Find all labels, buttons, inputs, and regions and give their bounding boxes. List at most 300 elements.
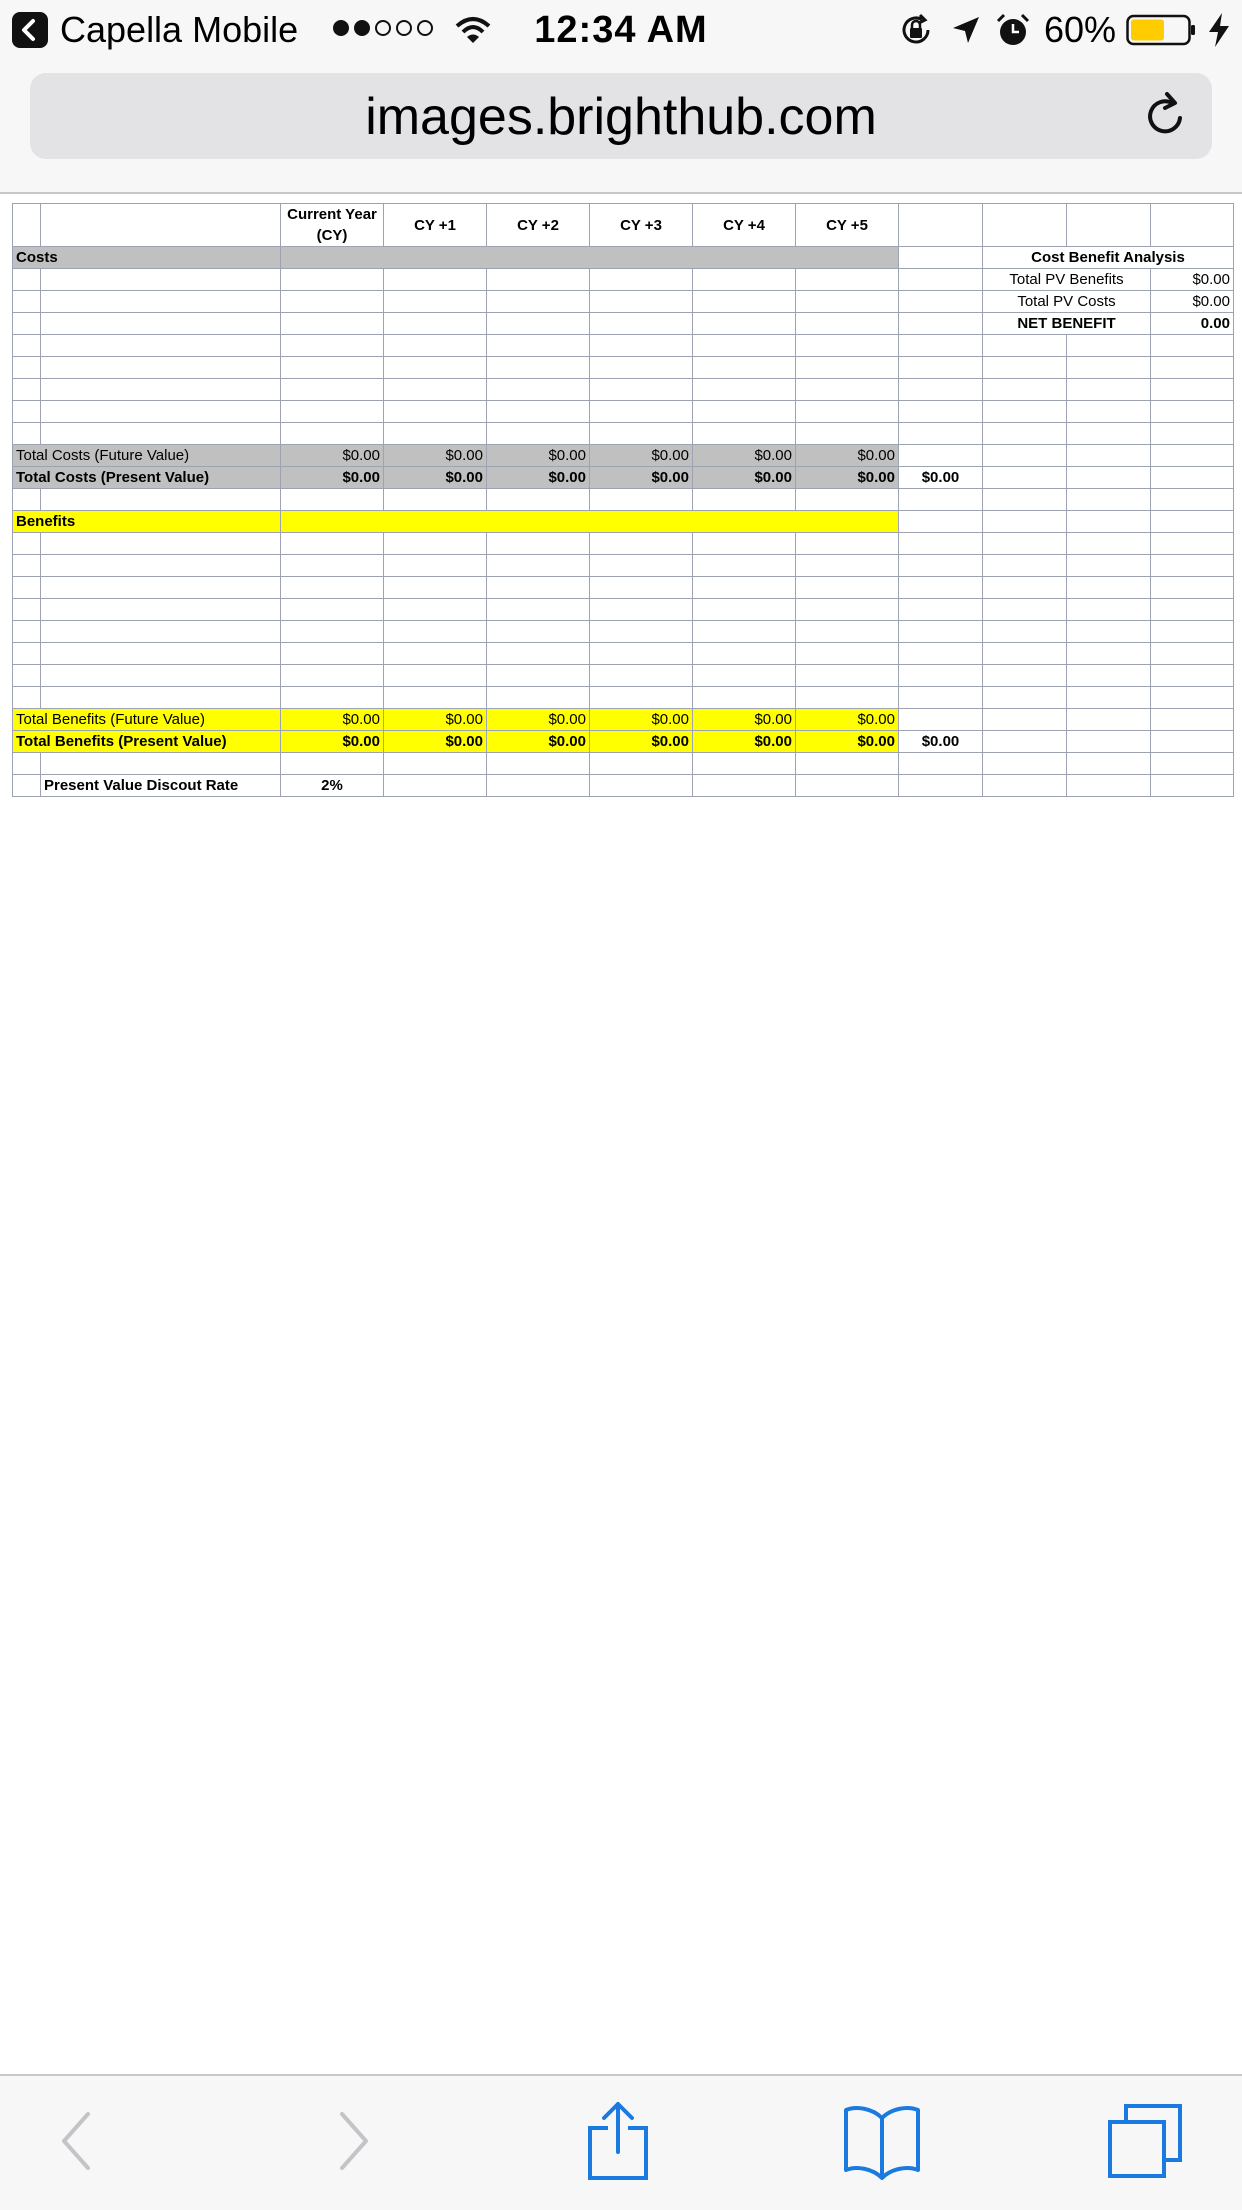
table-cell — [13, 401, 41, 423]
table-cell — [1151, 335, 1234, 357]
header-cy1: CY +1 — [384, 204, 487, 247]
cell-value: $0.00 — [590, 445, 693, 467]
table-cell — [983, 709, 1067, 731]
table-cell — [281, 335, 384, 357]
table-cell — [899, 643, 983, 665]
table-cell — [1067, 599, 1151, 621]
charging-bolt-icon — [1206, 12, 1232, 48]
table-cell — [384, 577, 487, 599]
table-cell — [13, 643, 41, 665]
table-cell — [899, 555, 983, 577]
table-cell — [384, 533, 487, 555]
table-cell — [1067, 643, 1151, 665]
table-cell — [693, 489, 796, 511]
cell-value: $0.00 — [281, 445, 384, 467]
table-row — [13, 665, 1234, 687]
table-cell — [487, 313, 590, 335]
table-cell — [281, 379, 384, 401]
total-costs-pv-label: Total Costs (Present Value) — [13, 467, 281, 489]
header-cy5: CY +5 — [796, 204, 899, 247]
cell-value: $0.00 — [281, 709, 384, 731]
total-benefits-fv-label: Total Benefits (Future Value) — [13, 709, 281, 731]
table-cell — [487, 687, 590, 709]
table-cell — [487, 489, 590, 511]
table-row — [13, 291, 1234, 313]
table-cell — [796, 687, 899, 709]
table-cell — [13, 423, 41, 445]
table-cell — [590, 775, 693, 797]
table-cell — [384, 335, 487, 357]
table-cell — [983, 775, 1067, 797]
total-benefits-pv-label: Total Benefits (Present Value) — [13, 731, 281, 753]
table-cell — [796, 291, 899, 313]
location-icon — [950, 14, 982, 46]
table-cell — [1067, 423, 1151, 445]
table-cell — [13, 379, 41, 401]
table-cell — [899, 401, 983, 423]
table-cell — [281, 665, 384, 687]
reload-icon[interactable] — [1140, 91, 1190, 141]
table-cell — [1067, 555, 1151, 577]
table-cell — [693, 423, 796, 445]
table-cell — [41, 577, 281, 599]
table-cell — [590, 269, 693, 291]
rotation-lock-icon — [898, 12, 934, 48]
table-cell — [13, 357, 41, 379]
table-cell — [983, 665, 1067, 687]
table-cell — [796, 599, 899, 621]
table-cell — [41, 313, 281, 335]
url-field[interactable] — [30, 73, 1212, 159]
table-cell — [384, 269, 487, 291]
table-cell — [693, 599, 796, 621]
table-cell — [281, 247, 899, 269]
table-cell — [13, 775, 41, 797]
table-cell — [590, 643, 693, 665]
table-cell — [983, 555, 1067, 577]
table-cell — [13, 753, 41, 775]
cell-value: $0.00 — [487, 731, 590, 753]
table-cell — [384, 665, 487, 687]
table-cell — [1151, 687, 1234, 709]
table-cell — [1151, 577, 1234, 599]
table-cell — [590, 753, 693, 775]
table-cell — [590, 665, 693, 687]
table-cell — [899, 204, 983, 247]
table-cell — [13, 291, 41, 313]
table-cell — [487, 379, 590, 401]
cell-value: $0.00 — [693, 445, 796, 467]
url-text[interactable]: images.brighthub.com — [365, 88, 877, 146]
table-cell — [41, 555, 281, 577]
table-row — [13, 269, 1234, 291]
cell-value: $0.00 — [281, 467, 384, 489]
table-cell — [983, 489, 1067, 511]
table-cell — [384, 313, 487, 335]
table-cell — [487, 423, 590, 445]
cell-value: $0.00 — [796, 709, 899, 731]
table-cell — [983, 577, 1067, 599]
table-cell — [281, 555, 384, 577]
table-cell — [590, 401, 693, 423]
total-costs-pv-sum: $0.00 — [899, 467, 983, 489]
table-cell — [384, 753, 487, 775]
cell-value: $0.00 — [384, 709, 487, 731]
table-cell — [899, 291, 983, 313]
table-cell — [281, 621, 384, 643]
table-cell — [1067, 511, 1151, 533]
cell-value: $0.00 — [384, 731, 487, 753]
pv-benefits-label: Total PV Benefits — [983, 269, 1151, 291]
pv-costs-label: Total PV Costs — [983, 291, 1151, 313]
table-cell — [1067, 357, 1151, 379]
cell-value: $0.00 — [590, 731, 693, 753]
table-cell — [13, 687, 41, 709]
table-cell — [281, 599, 384, 621]
table-cell — [487, 269, 590, 291]
table-cell — [1151, 401, 1234, 423]
table-cell — [1151, 753, 1234, 775]
table-cell — [693, 775, 796, 797]
table-row — [13, 401, 1234, 423]
net-benefit-label: NET BENEFIT — [983, 313, 1151, 335]
table-cell — [796, 555, 899, 577]
table-cell — [693, 555, 796, 577]
table-cell — [983, 423, 1067, 445]
table-cell — [41, 687, 281, 709]
total-costs-fv-label: Total Costs (Future Value) — [13, 445, 281, 467]
table-cell — [41, 665, 281, 687]
cell-value: $0.00 — [487, 445, 590, 467]
table-cell — [899, 775, 983, 797]
table-cell — [13, 665, 41, 687]
table-cell — [487, 753, 590, 775]
benefits-section-row — [13, 511, 1234, 533]
header-cy4: CY +4 — [693, 204, 796, 247]
table-cell — [41, 423, 281, 445]
table-row — [13, 489, 1234, 511]
table-cell — [796, 379, 899, 401]
table-cell — [899, 335, 983, 357]
battery-percent: 60% — [1044, 9, 1117, 50]
header-row — [13, 204, 1234, 247]
table-cell — [487, 291, 590, 313]
table-cell — [1151, 709, 1234, 731]
table-cell — [899, 687, 983, 709]
table-cell — [693, 533, 796, 555]
cba-title: Cost Benefit Analysis — [983, 247, 1234, 269]
table-cell — [899, 665, 983, 687]
table-cell — [384, 775, 487, 797]
cell-value: $0.00 — [487, 709, 590, 731]
table-cell — [983, 335, 1067, 357]
table-cell — [693, 357, 796, 379]
table-cell — [1067, 687, 1151, 709]
table-cell — [796, 335, 899, 357]
table-cell — [1151, 357, 1234, 379]
table-cell — [41, 533, 281, 555]
table-cell — [487, 599, 590, 621]
table-cell — [487, 775, 590, 797]
table-cell — [1067, 577, 1151, 599]
bookmarks-icon[interactable] — [842, 2104, 922, 2180]
table-row — [13, 643, 1234, 665]
table-cell — [13, 489, 41, 511]
table-cell — [693, 291, 796, 313]
table-cell — [1067, 621, 1151, 643]
table-cell — [899, 709, 983, 731]
header-cy: Current Year (CY) — [281, 204, 384, 247]
table-cell — [983, 731, 1067, 753]
cell-value: $0.00 — [590, 709, 693, 731]
table-cell — [41, 357, 281, 379]
total-benefits-pv-sum: $0.00 — [899, 731, 983, 753]
table-cell — [384, 643, 487, 665]
table-cell — [13, 577, 41, 599]
discount-rate-row — [13, 775, 1234, 797]
battery-icon — [1126, 14, 1196, 46]
table-cell — [41, 401, 281, 423]
table-cell — [899, 379, 983, 401]
table-cell — [1151, 445, 1234, 467]
table-cell — [796, 313, 899, 335]
cell-value: $0.00 — [693, 467, 796, 489]
table-cell — [693, 335, 796, 357]
table-cell — [1151, 379, 1234, 401]
table-cell — [983, 379, 1067, 401]
table-cell — [899, 599, 983, 621]
table-cell — [384, 423, 487, 445]
table-cell — [983, 753, 1067, 775]
table-cell — [281, 511, 899, 533]
table-cell — [693, 687, 796, 709]
table-cell — [281, 489, 384, 511]
table-cell — [1151, 511, 1234, 533]
table-cell — [487, 401, 590, 423]
table-cell — [487, 555, 590, 577]
table-cell — [796, 753, 899, 775]
table-cell — [899, 533, 983, 555]
table-cell — [41, 204, 281, 247]
table-cell — [693, 753, 796, 775]
table-row — [13, 313, 1234, 335]
spreadsheet — [12, 203, 1234, 797]
table-cell — [487, 357, 590, 379]
table-cell — [693, 313, 796, 335]
table-cell — [281, 753, 384, 775]
table-cell — [590, 335, 693, 357]
cell-value: $0.00 — [796, 731, 899, 753]
table-cell — [983, 204, 1067, 247]
table-cell — [1151, 555, 1234, 577]
clock: 12:34 AM — [534, 9, 708, 51]
table-cell — [590, 577, 693, 599]
table-cell — [281, 401, 384, 423]
table-cell — [1067, 665, 1151, 687]
table-cell — [281, 269, 384, 291]
table-cell — [384, 401, 487, 423]
table-cell — [41, 599, 281, 621]
table-row — [13, 621, 1234, 643]
benefits-label: Benefits — [13, 511, 281, 533]
table-row — [13, 687, 1234, 709]
table-cell — [281, 313, 384, 335]
table-cell — [13, 533, 41, 555]
table-cell — [983, 357, 1067, 379]
table-cell — [1067, 335, 1151, 357]
table-row — [13, 577, 1234, 599]
table-cell — [983, 401, 1067, 423]
forward-icon[interactable] — [334, 2106, 374, 2176]
table-cell — [1151, 467, 1234, 489]
table-cell — [13, 269, 41, 291]
table-row — [13, 335, 1234, 357]
table-cell — [13, 555, 41, 577]
table-cell — [590, 599, 693, 621]
table-cell — [590, 621, 693, 643]
back-icon[interactable] — [56, 2106, 96, 2176]
table-cell — [1067, 467, 1151, 489]
table-cell — [983, 643, 1067, 665]
table-cell — [1151, 775, 1234, 797]
costs-section-row — [13, 247, 1234, 269]
table-cell — [983, 533, 1067, 555]
table-cell — [590, 687, 693, 709]
table-cell — [693, 665, 796, 687]
table-row — [13, 423, 1234, 445]
table-cell — [899, 511, 983, 533]
table-cell — [590, 489, 693, 511]
table-cell — [384, 291, 487, 313]
share-icon[interactable] — [586, 2100, 650, 2182]
table-cell — [796, 621, 899, 643]
alarm-icon — [995, 12, 1031, 48]
table-cell — [590, 555, 693, 577]
table-row — [13, 379, 1234, 401]
table-cell — [796, 775, 899, 797]
table-row — [13, 555, 1234, 577]
table-cell — [899, 445, 983, 467]
table-cell — [487, 533, 590, 555]
cell-value: $0.00 — [693, 709, 796, 731]
table-row — [13, 599, 1234, 621]
table-cell — [983, 511, 1067, 533]
table-cell — [1151, 599, 1234, 621]
table-cell — [281, 423, 384, 445]
table-cell — [384, 357, 487, 379]
header-cy2: CY +2 — [487, 204, 590, 247]
table-cell — [281, 687, 384, 709]
table-cell — [796, 423, 899, 445]
address-bar — [0, 60, 1242, 194]
table-cell — [590, 379, 693, 401]
table-cell — [1067, 401, 1151, 423]
total-costs-pv-row — [13, 467, 1234, 489]
table-cell — [693, 269, 796, 291]
table-cell — [693, 401, 796, 423]
table-cell — [41, 269, 281, 291]
table-cell — [41, 335, 281, 357]
table-cell — [983, 599, 1067, 621]
table-cell — [1067, 379, 1151, 401]
table-cell — [899, 269, 983, 291]
table-cell — [796, 357, 899, 379]
table-cell — [899, 313, 983, 335]
cell-value: $0.00 — [487, 467, 590, 489]
total-costs-fv-row — [13, 445, 1234, 467]
table-cell — [983, 687, 1067, 709]
table-cell — [899, 489, 983, 511]
table-cell — [693, 379, 796, 401]
table-cell — [1067, 753, 1151, 775]
table-cell — [41, 489, 281, 511]
cell-value: $0.00 — [384, 467, 487, 489]
header-cy3: CY +3 — [590, 204, 693, 247]
table-cell — [1067, 204, 1151, 247]
table-cell — [693, 577, 796, 599]
table-cell — [796, 489, 899, 511]
table-row — [13, 357, 1234, 379]
table-cell — [796, 401, 899, 423]
table-cell — [41, 753, 281, 775]
table-cell — [796, 269, 899, 291]
table-cell — [1151, 533, 1234, 555]
table-cell — [13, 335, 41, 357]
table-cell — [41, 379, 281, 401]
table-cell — [1151, 489, 1234, 511]
table-cell — [590, 291, 693, 313]
table-cell — [281, 357, 384, 379]
table-cell — [590, 357, 693, 379]
cell-value: $0.00 — [281, 731, 384, 753]
table-cell — [899, 423, 983, 445]
table-cell — [13, 621, 41, 643]
table-cell — [13, 313, 41, 335]
table-cell — [796, 643, 899, 665]
table-cell — [1067, 445, 1151, 467]
table-cell — [590, 313, 693, 335]
net-benefit-value: 0.00 — [1151, 313, 1234, 335]
table-cell — [13, 599, 41, 621]
carrier-name[interactable]: Capella Mobile — [60, 9, 299, 50]
cell-value: $0.00 — [693, 731, 796, 753]
total-benefits-fv-row — [13, 709, 1234, 731]
discount-rate-label: Present Value Discout Rate — [41, 775, 281, 797]
table-cell — [41, 643, 281, 665]
table-cell — [281, 533, 384, 555]
table-cell — [983, 621, 1067, 643]
table-cell — [983, 467, 1067, 489]
table-cell — [281, 577, 384, 599]
tabs-icon[interactable] — [1106, 2102, 1184, 2180]
browser-toolbar — [0, 2074, 1242, 2210]
table-cell — [384, 489, 487, 511]
table-cell — [796, 533, 899, 555]
table-cell — [899, 621, 983, 643]
table-cell — [899, 247, 983, 269]
total-benefits-pv-row — [13, 731, 1234, 753]
table-cell — [693, 643, 796, 665]
table-cell — [487, 577, 590, 599]
table-cell — [899, 753, 983, 775]
table-row — [13, 753, 1234, 775]
status-bar — [0, 0, 1242, 60]
table-cell — [487, 665, 590, 687]
table-cell — [983, 445, 1067, 467]
cell-value: $0.00 — [384, 445, 487, 467]
table-cell — [1067, 489, 1151, 511]
pv-costs-value: $0.00 — [1151, 291, 1234, 313]
